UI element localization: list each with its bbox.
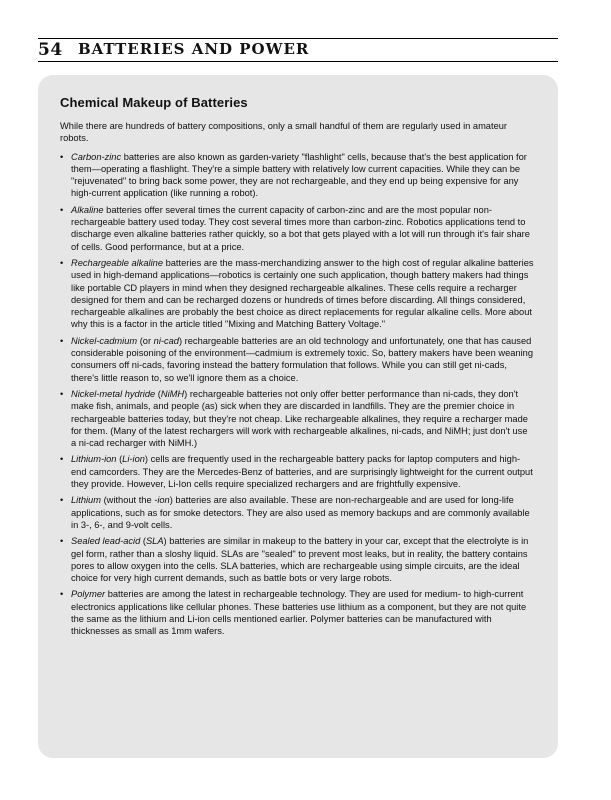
list-item: • Nickel-cadmium (or ni-cad) rechargeable batteries are an old technology and unfortunately, one that has caused considerable poisoning of the environment—cadmium is extremely toxic. So, battery makers have been weaning consumers off ni-cads, favoring instead the battery formulation that follows. While you can still get ni-cads, there's little reason to, so we'll ignore them as a choice.	[60, 335, 533, 383]
page-number: 54	[38, 40, 63, 60]
list-item: • Nickel-metal hydride (NiMH) rechargeable batteries not only offer better performance than ni-cads, they don't make fish, animals, and people (as) sick when they are discarded in landfills. They are the premier choice in rechargeable batteries today, but they're not cheap. Like rechargeable alkalines, they require a recharger made for them. (Many of the latest rechargers will work with rechargeable alkalines, ni-cads, and NiMH; just don't use a ni-cad recharger with NiMH.)	[60, 388, 528, 449]
bullet-icon: •	[60, 388, 64, 399]
bullet-icon: •	[60, 536, 64, 547]
header-bottom-rule	[38, 61, 558, 62]
list-item: • Lithium (without the -ion) batteries are also available. These are non-rechargeable and are used for long-life applications, such as for smoke detectors. They are also used as memory backups and are commonly available in 3-, 6-, and 9-volt cells.	[60, 495, 530, 530]
list-item: • Polymer batteries are among the latest in rechargeable technology. They are used for medium- to high-current electronics applications like cellular phones. These batteries use lithium as a component, but they are not quite the same as the lithium and Li-ion cells mentioned earlier. Polymer batteries can be manufactured with thicknesses as small as 1mm wafers.	[60, 589, 527, 637]
bullet-icon: •	[60, 204, 64, 215]
header-top-rule	[38, 38, 558, 39]
bullet-icon: •	[60, 454, 64, 465]
sidebar-intro: While there are hundreds of battery compositions, only a small handful of them are regularly used in amateur robots.	[60, 121, 507, 144]
bullet-icon: •	[60, 335, 64, 346]
chapter-title: BATTERIES AND POWER	[78, 40, 310, 58]
list-item: • Rechargeable alkaline batteries are the mass-merchandizing answer to the high cost of regular alkaline batteries used in high-demand applications—robotics is certainly one such application, though battery makers had things like portable CD players in mind when they designed rechargeable alkalines. These cells require a recharger designed for them and can be recharged dozens or hundreds of times before discarding. All things considered, rechargeable alkalines are probably the best choice as direct replacements for regular alkaline cells. More about why this is a factor in the article titled "Mixing and Matching Battery Voltage."	[60, 257, 534, 330]
list-item: • Carbon-zinc batteries are also known as garden-variety "flashlight" cells, because that's the best application for them—operating a flashlight. They're a simple battery with relatively low current capacities. While they can be "rejuvenated" to bring back some power, they are not rechargeable, and they end up being expensive for any high-current application (like running a robot).	[60, 151, 527, 199]
bullet-icon: •	[60, 151, 64, 162]
bullet-icon: •	[60, 495, 64, 506]
sidebar-box	[38, 75, 558, 758]
list-item: • Alkaline batteries offer several times the current capacity of carbon-zinc and are the most popular non-rechargeable battery used today. They cost several times more than carbon-zinc. Robotics applications tend to discharge even alkaline batteries rather quickly, so a bot that gets played with a lot will run through it's fair share of cells. Good performance, but at a price.	[60, 204, 530, 252]
battery-type-list	[60, 151, 534, 638]
bullet-icon: •	[60, 257, 64, 268]
bullet-icon: •	[60, 589, 64, 600]
list-item: • Sealed lead-acid (SLA) batteries are similar in makeup to the battery in your car, except that the electrolyte is in gel form, rather than a sloshy liquid. SLAs are "sealed" to prevent most leaks, but in reality, the battery contains pores to allow oxygen into the cells. SLA batteries, which are rechargeable using simple circuits, are the ideal choice for very high current demands, such as battle bots or very large robots.	[60, 536, 529, 584]
sidebar-title: Chemical Makeup of Batteries	[60, 95, 248, 110]
list-item: • Lithium-ion (Li-ion) cells are frequently used in the rechargeable battery packs for laptop computers and high-end camcorders. They are the Mercedes-Benz of batteries, and are surprisingly lightweight for the current output they provide. However, Li-Ion cells require specialized rechargers and are frightfully expensive.	[60, 454, 533, 490]
page-header	[38, 40, 558, 60]
